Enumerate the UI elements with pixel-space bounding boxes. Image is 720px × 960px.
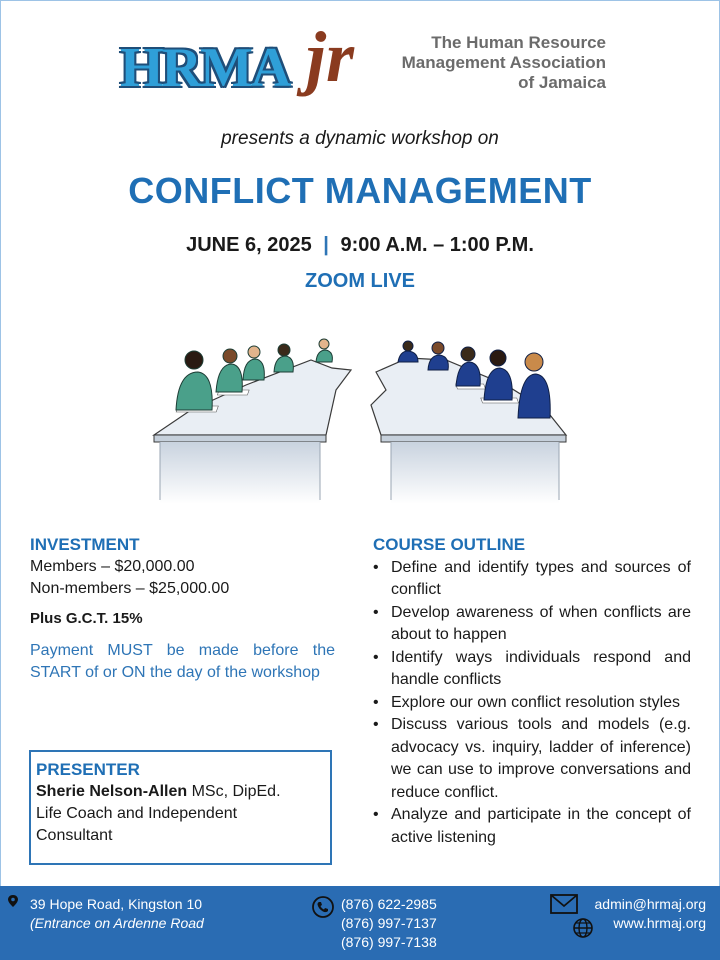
- phone-numbers: [341, 895, 437, 952]
- workshop-title: CONFLICT MANAGEMENT: [128, 170, 592, 211]
- org-line-2: Management Association: [401, 53, 606, 72]
- phone-1[interactable]: (876) 622-2985: [341, 896, 437, 912]
- phone-2[interactable]: (876) 997-7137: [341, 915, 437, 931]
- list-item: • Define and identify types and sources of conflict: [373, 557, 691, 602]
- globe-icon: [572, 917, 594, 939]
- payment-note: Payment MUST be made before the START of or ON the day of the workshop: [30, 642, 335, 681]
- logo-suffix: jr: [306, 17, 355, 97]
- presenter-name: Sherie Nelson-Allen: [36, 783, 188, 800]
- org-line-3: of Jamaica: [518, 73, 606, 92]
- list-item: • Analyze and participate in the concept of active listening: [373, 804, 691, 849]
- envelope-icon: [550, 894, 578, 914]
- address-line-2: (Entrance on Ardenne Road: [30, 915, 204, 931]
- presenter-box: [29, 750, 332, 865]
- presenter-line: [36, 781, 330, 803]
- address-line-1: 39 Hope Road, Kingston 10: [30, 896, 203, 912]
- presenter-role-1: Life Coach and Independent: [36, 805, 238, 822]
- meeting-illustration: [146, 330, 576, 510]
- email-link[interactable]: admin@hrmaj.org: [594, 896, 706, 912]
- phone-icon: [312, 896, 334, 918]
- presenter-role-2: Consultant: [36, 827, 113, 844]
- list-item: • Discuss various tools and models (e.g. advocacy vs. inquiry, ladder of inference) we can use to improve conversations and reduce conflict.: [373, 714, 691, 804]
- date-time: [0, 234, 720, 257]
- list-item: • Explore our own conflict resolution styles: [373, 692, 691, 715]
- contact-footer: [0, 886, 720, 960]
- web-contacts: [595, 895, 706, 933]
- intro-text: presents a dynamic workshop on: [221, 128, 499, 149]
- workshop-date: JUNE 6, 2025: [186, 234, 312, 256]
- course-outline-section: [373, 534, 691, 849]
- gct-note: Plus G.C.T. 15%: [30, 610, 143, 627]
- date-time-separator: |: [323, 234, 329, 256]
- presenter-credentials: MSc, DipEd.: [187, 783, 281, 800]
- workshop-venue: ZOOM LIVE: [305, 270, 415, 292]
- address: [30, 895, 204, 933]
- members-price: Members – $20,000.00: [30, 558, 195, 575]
- investment-heading: INVESTMENT: [30, 535, 140, 554]
- org-line-1: The Human Resource: [431, 33, 606, 52]
- phone-3[interactable]: (876) 997-7138: [341, 934, 437, 950]
- organization-name: [374, 33, 606, 93]
- logo-text: HRMA: [120, 37, 290, 99]
- map-pin-icon: [6, 894, 20, 908]
- website-link[interactable]: www.hrmaj.org: [613, 915, 706, 931]
- hrmaj-logo: [120, 14, 370, 110]
- list-item: • Identify ways individuals respond and handle conflicts: [373, 647, 691, 692]
- workshop-time: 9:00 A.M. – 1:00 P.M.: [340, 234, 534, 256]
- presenter-heading: PRESENTER: [36, 760, 140, 779]
- list-item: • Develop awareness of when conflicts are about to happen: [373, 602, 691, 647]
- investment-section: [30, 534, 335, 684]
- course-outline-list: [373, 557, 691, 850]
- non-members-price: Non-members – $25,000.00: [30, 580, 230, 597]
- course-outline-heading: COURSE OUTLINE: [373, 535, 526, 554]
